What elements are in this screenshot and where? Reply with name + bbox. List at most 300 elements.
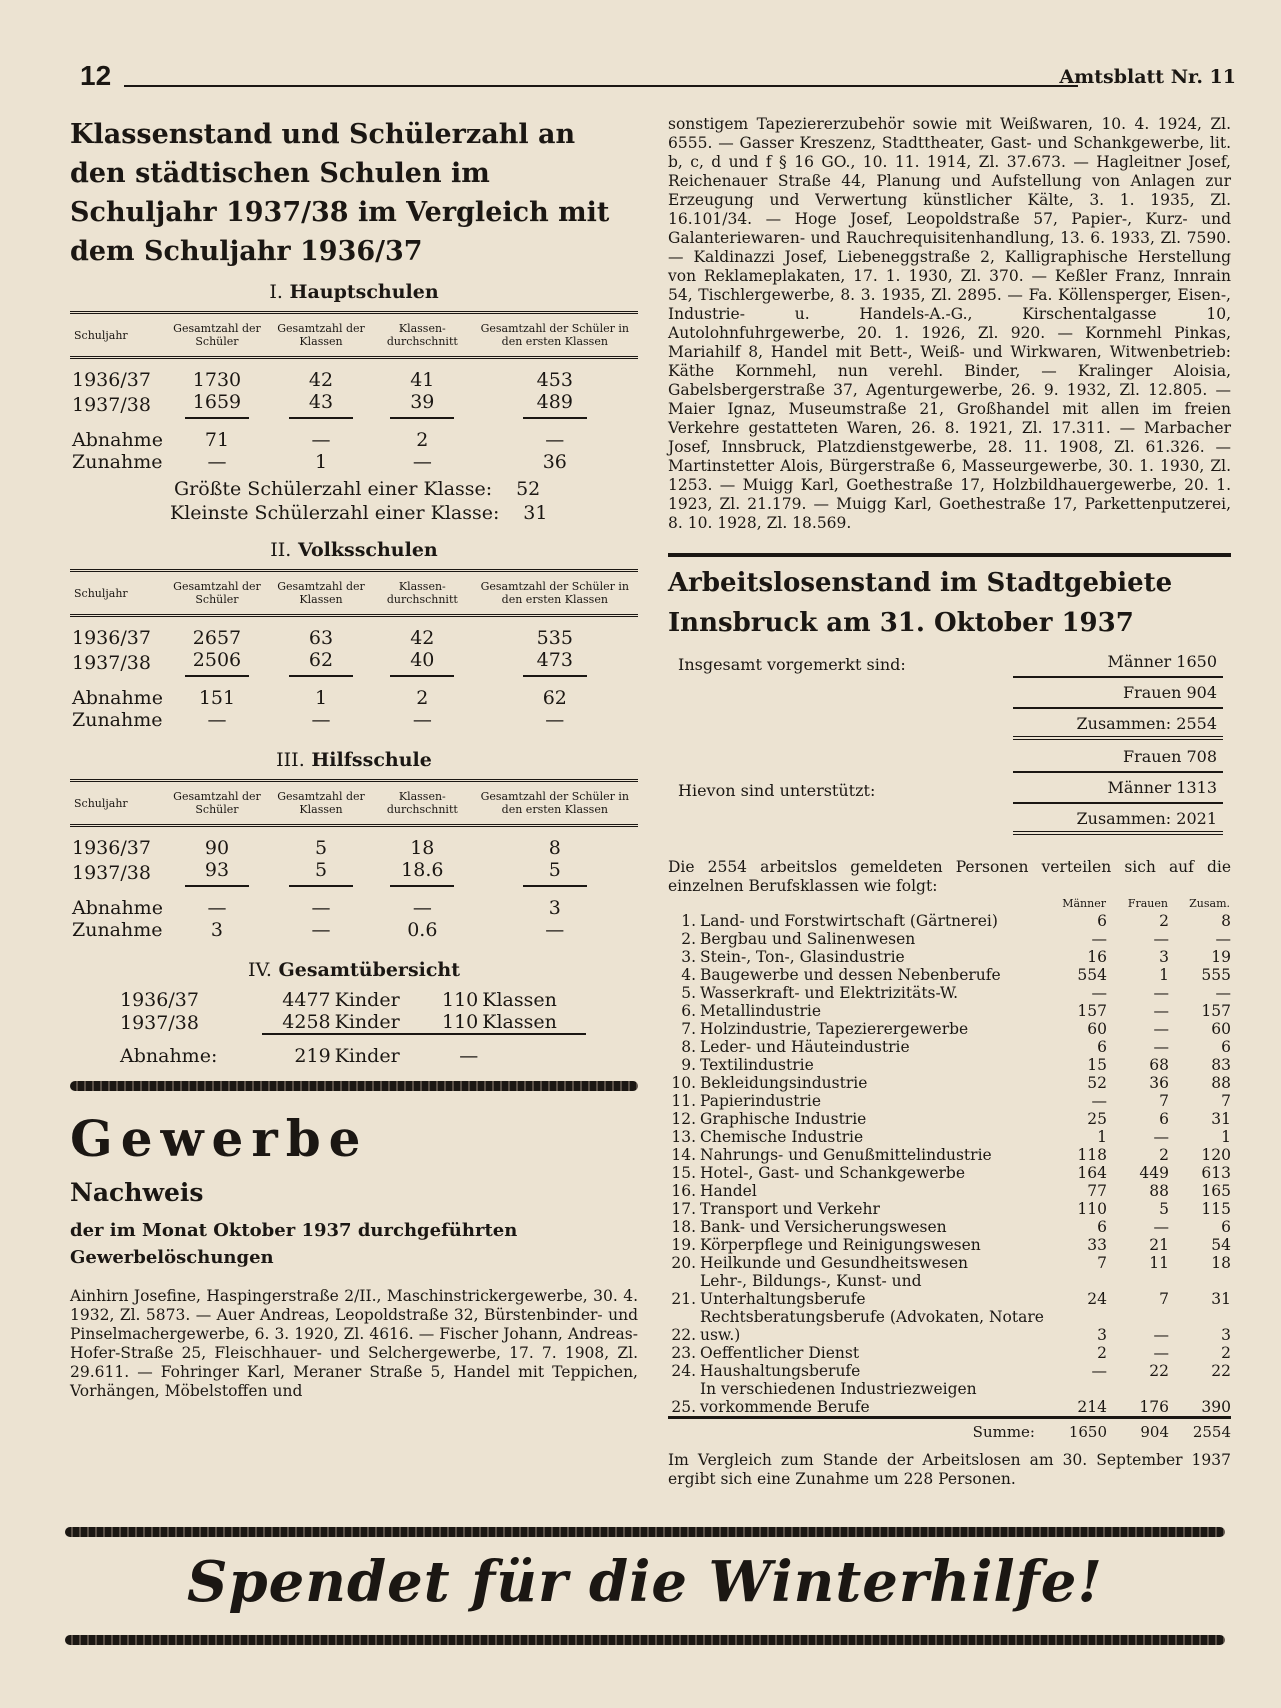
cell: —: [1153, 1344, 1169, 1362]
profession-label: Holzindustrie, Tapezierergewerbe: [700, 1020, 969, 1038]
cell: —: [1091, 1362, 1107, 1380]
cell: 7: [1159, 1092, 1169, 1110]
table-row: [668, 1380, 1231, 1418]
unemployment-title: Arbeitslosenstand im Stadtgebiete Innsbruck am 31. Oktober 1937: [668, 568, 1173, 638]
table-row: [668, 1182, 1231, 1200]
cell: 219: [294, 1045, 331, 1067]
cell: —: [1091, 1092, 1107, 1110]
table-row: [668, 1128, 1231, 1146]
divider-wavy: [70, 1081, 638, 1091]
table-row: [668, 966, 1231, 984]
cell: —: [412, 451, 432, 473]
table-row: [668, 1200, 1231, 1218]
min-value: 31: [523, 502, 548, 524]
cell: —: [1153, 930, 1169, 948]
cell: —: [311, 897, 331, 919]
cell: 1936/37: [72, 627, 151, 649]
cell: 1936/37: [72, 837, 151, 859]
section-roman: III.: [276, 749, 305, 771]
cell: 1: [314, 451, 328, 473]
cell: —: [1153, 984, 1169, 1002]
section-roman: II.: [270, 539, 292, 561]
nachweis-heading: Nachweis: [70, 1178, 204, 1207]
cell: 63: [308, 627, 334, 649]
cell: 7: [1221, 1092, 1231, 1110]
profession-label: Leder- und Häuteindustrie: [700, 1038, 910, 1056]
profession-label: Metallindustrie: [700, 1002, 821, 1020]
table-row: [70, 649, 638, 677]
profession-label: Wasserkraft- und Elektrizitäts-W.: [700, 984, 959, 1002]
divider-rule: [668, 553, 1231, 557]
summe-maenner: 1650: [1045, 1418, 1107, 1442]
cell: —: [1153, 1002, 1169, 1020]
cell: 1936/37: [72, 369, 151, 391]
column-header: Gesamtzahl der Schüler: [165, 781, 269, 826]
cell: Zunahme: [72, 709, 163, 731]
cell: 2: [1159, 912, 1169, 930]
profession-label: Hotel-, Gast- und Schankgewerbe: [700, 1164, 966, 1182]
row-number: 12.: [671, 1110, 696, 1128]
row-number: 8.: [681, 1038, 696, 1056]
table-row-abnahme: [98, 1034, 586, 1067]
cell: Klassen: [480, 1011, 586, 1034]
cell: 118: [1077, 1146, 1107, 1164]
cell: 3: [1159, 948, 1169, 966]
cell: 555: [1201, 966, 1231, 984]
column-header: Gesamtzahl der Schüler: [165, 571, 269, 616]
table-row-zunahme: [70, 919, 638, 941]
section-heading-hauptschulen: [70, 281, 638, 303]
row-number: 16.: [671, 1182, 696, 1200]
table-row: [668, 1254, 1231, 1272]
cell: 4258: [262, 1011, 333, 1034]
table-volksschulen: [70, 569, 638, 731]
distribution-table: [668, 896, 1231, 1441]
banner-text: Spendet für die Winterhilfe!: [187, 1549, 1103, 1615]
profession-label: Stein-, Ton-, Glasindustrie: [700, 948, 905, 966]
section-title: Gesamtübersicht: [278, 959, 461, 981]
table-row: [70, 358, 638, 392]
table-row-zunahme: [70, 451, 638, 473]
cell: Abnahme:: [120, 1044, 218, 1067]
cell: 11: [1149, 1254, 1169, 1272]
table-row: [668, 984, 1231, 1002]
cell: 157: [1077, 1002, 1107, 1020]
cell: —: [207, 897, 227, 919]
column-header: Schuljahr: [70, 781, 165, 826]
cell: —: [207, 451, 227, 473]
cell: Klassen: [482, 989, 557, 1011]
cell: 88: [1149, 1182, 1169, 1200]
column-header: Klassen-durchschnitt: [373, 781, 472, 826]
banner-rule-bottom: [65, 1635, 1225, 1645]
cell: 6: [1097, 1218, 1107, 1236]
cell: 110: [441, 989, 479, 1011]
cell: 157: [1201, 1002, 1231, 1020]
profession-label: Transport und Verkehr: [700, 1200, 880, 1218]
profession-label: Textilindustrie: [700, 1056, 814, 1074]
table-row-abnahme: [70, 419, 638, 451]
table-row: [668, 1092, 1231, 1110]
profession-label: Handel: [700, 1182, 757, 1200]
cell: 165: [1201, 1182, 1231, 1200]
section-heading-hilfsschule: [70, 749, 638, 771]
row-number: 19.: [671, 1236, 696, 1254]
cell: 90: [204, 837, 230, 859]
cell: 62: [289, 649, 353, 677]
cell: 2506: [185, 649, 249, 677]
cell: 1937/38: [72, 652, 151, 674]
cell: 3: [1097, 1326, 1107, 1344]
table-row: [668, 1002, 1231, 1020]
cell: 489: [523, 391, 587, 419]
column-header: Klassen-durchschnitt: [373, 571, 472, 616]
profession-label: Nahrungs- und Genußmittelindustrie: [700, 1146, 992, 1164]
section-title: Volksschulen: [297, 539, 438, 561]
page-number: 12: [80, 60, 112, 91]
row-number: 13.: [671, 1128, 696, 1146]
cell: 151: [198, 687, 236, 709]
cell: 54: [1211, 1236, 1231, 1254]
cell: 3: [1221, 1326, 1231, 1344]
cell: 42: [308, 369, 334, 391]
cell: 43: [289, 391, 353, 419]
left-column: [70, 115, 638, 1401]
profession-label: Chemische Industrie: [700, 1128, 864, 1146]
cell: 5: [289, 859, 353, 887]
table-row-abnahme: [70, 677, 638, 709]
cell: 68: [1149, 1056, 1169, 1074]
cell: —: [1153, 1020, 1169, 1038]
cell: 18.6: [390, 859, 454, 887]
cell: 6: [1159, 1110, 1169, 1128]
row-number: 22.: [671, 1326, 696, 1344]
cell: —: [412, 897, 432, 919]
gewerbe-heading: Gewerbe: [70, 1109, 369, 1168]
cell: 83: [1211, 1056, 1231, 1074]
table-row-abnahme: [70, 887, 638, 919]
col-zusammen: Zusam.: [1189, 897, 1230, 910]
row-number: 11.: [671, 1092, 696, 1110]
row-number: 7.: [681, 1020, 696, 1038]
column-header: Schuljahr: [70, 313, 165, 358]
profession-label: Heilkunde und Gesundheitswesen: [700, 1254, 969, 1272]
cell: —: [311, 709, 331, 731]
profession-label: Oeffentlicher Dienst: [700, 1344, 860, 1362]
table-row: [668, 1164, 1231, 1182]
column-header: Gesamtzahl der Schüler in den ersten Klassen: [472, 781, 638, 826]
header-rule: [124, 85, 1078, 87]
cell: 1: [1097, 1128, 1107, 1146]
cell: 120: [1201, 1146, 1231, 1164]
insg-frauen: Frauen 904: [1013, 679, 1223, 709]
column-header: Gesamtzahl der Schüler in den ersten Klassen: [472, 313, 638, 358]
cell: —: [545, 709, 565, 731]
column-header: Gesamtzahl der Schüler: [165, 313, 269, 358]
cell: 15: [1087, 1056, 1107, 1074]
distribution-intro: Die 2554 arbeitslos gemeldeten Personen verteilen sich auf die einzelnen Berufsklassen wie folgt:: [668, 858, 1231, 895]
cell: 164: [1077, 1164, 1107, 1182]
cell: 2: [1097, 1344, 1107, 1362]
cell: 52: [1087, 1074, 1107, 1092]
profession-label: Graphische Industrie: [700, 1110, 867, 1128]
col-maenner: Männer: [1062, 897, 1106, 910]
cell: —: [1091, 930, 1107, 948]
section-heading-gesamt: [70, 959, 638, 981]
cell: 8: [1221, 912, 1231, 930]
column-header: Schuljahr: [70, 571, 165, 616]
cell: —: [1153, 1326, 1169, 1344]
cell: 21: [1149, 1236, 1169, 1254]
cell: 613: [1201, 1164, 1231, 1182]
profession-label: Körperpflege und Reinigungswesen: [700, 1236, 981, 1254]
cell: 0.6: [407, 919, 438, 941]
row-number: 3.: [681, 948, 696, 966]
row-number: 1.: [681, 912, 696, 930]
column-header: Gesamtzahl der Klassen: [269, 571, 373, 616]
min-label: Kleinste Schülerzahl einer Klasse:: [170, 502, 500, 524]
cell: —: [1215, 984, 1231, 1002]
cell: 1730: [192, 369, 242, 391]
cell: 60: [1087, 1020, 1107, 1038]
cell: 115: [1201, 1200, 1231, 1218]
profession-label: Bank- und Versicherungswesen: [700, 1218, 947, 1236]
table-hauptschulen: [70, 311, 638, 473]
row-number: 23.: [671, 1344, 696, 1362]
insg-zusammen: Zusammen: 2554: [1013, 710, 1223, 740]
cell: —: [1091, 984, 1107, 1002]
summe-zusammen: 2554: [1169, 1418, 1231, 1442]
unt-maenner: Männer 1313: [1013, 774, 1223, 804]
school-article-title: Klassenstand und Schülerzahl an den städtischen Schulen im Schuljahr 1937/38 im Vergleich mit dem Schuljahr 1936/37: [70, 119, 610, 267]
cell: 18: [1211, 1254, 1231, 1272]
cell: 36: [1149, 1074, 1169, 1092]
row-number: 9.: [681, 1056, 696, 1074]
min-class-size: [70, 501, 638, 525]
cell: 7: [1159, 1290, 1169, 1308]
cell: —: [545, 429, 565, 451]
cell: 22: [1149, 1362, 1169, 1380]
summe-label: Summe:: [700, 1418, 1045, 1442]
table-row: [668, 1056, 1231, 1074]
cell: 2: [1159, 1146, 1169, 1164]
summe-frauen: 904: [1107, 1418, 1169, 1442]
table-row: [668, 1218, 1231, 1236]
unt-zusammen: Zusammen: 2021: [1013, 805, 1223, 835]
column-header: Gesamtzahl der Klassen: [269, 313, 373, 358]
cell: 6: [1097, 1038, 1107, 1056]
cell: 176: [1139, 1398, 1169, 1416]
section-title: Hauptschulen: [289, 281, 439, 303]
insg-maenner: Männer 1650: [1013, 648, 1223, 678]
unterstuetzt-label: Hievon sind unterstützt:: [678, 781, 876, 800]
cell: 535: [536, 627, 573, 649]
cell: 110: [1077, 1200, 1107, 1218]
table-row: [668, 1020, 1231, 1038]
row-number: 18.: [671, 1218, 696, 1236]
cell: 4477: [282, 989, 331, 1011]
cell: 6: [1097, 912, 1107, 930]
cell: 71: [204, 429, 230, 451]
cell: 60: [1211, 1020, 1231, 1038]
cell: —: [1153, 1038, 1169, 1056]
cell: 18: [410, 837, 435, 859]
profession-label: Rechtsberatungsberufe (Advokaten, Notare usw.): [700, 1308, 1044, 1344]
cell: 24: [1087, 1290, 1107, 1308]
gewerbe-text-right: sonstigem Tapeziererzubehör sowie mit Weißwaren, 10. 4. 1924, Zl. 6555. — Gasser Kreszenz, Stadttheater, Gast- und Schankgewerbe, lit. b, c, d und f § 16 GO., 10. 11. 1914, Zl. 37.673. — Hagleitner Josef, Reichenauer Straße 44, Planung und Aufstellung von Anlagen zur Erzeugung und Verwertung künstlicher Kälte, 3. 1. 1935, Zl. 16.101/34. — Hoge Josef, Leopoldstraße 57, Papier-, Kurz- und Galanteriewaren- und Rauchrequisitenhandlung, 13. 6. 1933, Zl. 7590. — Kaldinazzi Josef, Liebeneggstraße 2, Kalligraphische Herstellung von Reklameplakaten, 17. 1. 1930, Zl. 370. — Keßler Franz, Innrain 54, Tischlergewerbe, 8. 3. 1935, Zl. 2895. — Fa. Köllensperger, Eisen-, Industrie- u. Handels-A.-G., Kirschentalgasse 10, Autolohnfuhrgewerbe, 20. 1. 1926, Zl. 920. — Kornmehl Pinkas, Mariahilf 8, Handel mit Bett-, Weiß- und Wirkwaren, Witwenbetrieb: Käthe Kornmehl, nun verehl. Binder, — Kralinger Aloisia, Gabelsbergerstraße 37, Agenturgewerbe, 26. 9. 1932, Zl. 12.805. — Maier Ignaz, Museumstraße 21, Großhandel mit allen im freien Verkehre gestatteten Waren, 26. 8. 1921, Zl. 17.311. — Marbacher Josef, Innsbruck, Platzdienstgewerbe, 28. 11. 1908, Zl. 61.326. — Martinstetter Alois, Bürgerstraße 6, Masseurgewerbe, 30. 1. 1930, Zl. 1253. — Muigg Karl, Goethestraße 17, Holzbildhauergewerbe, 20. 1. 1923, Zl. 21.179. — Muigg Karl, Goethestraße 17, Parkettenputzerei, 8. 10. 1928, Zl. 18.569.: [668, 115, 1231, 532]
cell: —: [1153, 1218, 1169, 1236]
section-roman: I.: [269, 281, 283, 303]
cell: 3: [548, 897, 561, 919]
cell: 1659: [185, 391, 249, 419]
cell: 88: [1211, 1074, 1231, 1092]
cell: 31: [1211, 1290, 1231, 1308]
cell: —: [1153, 1128, 1169, 1146]
profession-label: Land- und Forstwirtschaft (Gärtnerei): [700, 912, 998, 930]
cell: Zunahme: [72, 919, 163, 941]
cell: 36: [542, 451, 567, 473]
table-row: [668, 1308, 1231, 1344]
max-value: 52: [516, 478, 541, 500]
cell: 449: [1139, 1164, 1169, 1182]
table-row: [70, 616, 638, 650]
row-number: 5.: [681, 984, 696, 1002]
cell: 5: [523, 859, 587, 887]
cell: 214: [1077, 1398, 1107, 1416]
cell: 453: [536, 369, 573, 391]
section-heading-volksschulen: [70, 539, 638, 561]
summe-row: [668, 1418, 1231, 1442]
row-number: 21.: [671, 1290, 696, 1308]
cell: —: [207, 709, 227, 731]
row-number: 15.: [671, 1164, 696, 1182]
cell: 2: [416, 687, 429, 709]
cell: 42: [410, 627, 435, 649]
cell: 1937/38: [120, 1011, 199, 1034]
cell: Kinder: [333, 1011, 426, 1034]
row-number: 24.: [671, 1362, 696, 1380]
row-number: 10.: [671, 1074, 696, 1092]
profession-label: Bekleidungsindustrie: [700, 1074, 868, 1092]
cell: —: [311, 919, 331, 941]
cell: 19: [1211, 948, 1231, 966]
cell: 110: [426, 1011, 480, 1034]
cell: Kinder: [334, 989, 400, 1011]
table-row: [668, 948, 1231, 966]
cell: —: [412, 709, 432, 731]
nachweis-subtitle: der im Monat Oktober 1937 durchgeführten Gewerbelöschungen: [70, 1220, 518, 1268]
profession-label: In verschiedenen Industriezweigen vorkommende Berufe: [700, 1380, 977, 1416]
spacer: [668, 533, 1231, 563]
table-row: [668, 1146, 1231, 1164]
cell: 62: [542, 687, 567, 709]
cell: 31: [1211, 1110, 1231, 1128]
table-row: [70, 859, 638, 887]
profession-label: Lehr-, Bildungs-, Kunst- und Unterhaltungsberufe: [700, 1272, 922, 1308]
cell: 41: [410, 369, 435, 391]
table-row: [668, 912, 1231, 930]
right-column: [668, 115, 1231, 1489]
max-class-size: [70, 477, 638, 501]
issue-label: Amtsblatt Nr. 11: [1059, 66, 1236, 88]
cell: 93: [185, 859, 249, 887]
column-header: Klassen-durchschnitt: [373, 313, 472, 358]
cell: 8: [548, 837, 561, 859]
cell: 1: [1221, 1128, 1231, 1146]
cell: 1937/38: [72, 394, 151, 416]
table-row: [98, 1011, 586, 1034]
column-header: Gesamtzahl der Schüler in den ersten Klassen: [472, 571, 638, 616]
table-row: [668, 1074, 1231, 1092]
row-number: 14.: [671, 1146, 696, 1164]
table-row: [668, 930, 1231, 948]
table-row: [70, 826, 638, 860]
cell: 5: [314, 837, 328, 859]
cell: 7: [1097, 1254, 1107, 1272]
cell: 22: [1211, 1362, 1231, 1380]
cell: 1936/37: [120, 989, 199, 1011]
table-row: [668, 1110, 1231, 1128]
section-roman: IV.: [247, 959, 272, 981]
gewerbe-text-left: Ainhirn Josefine, Haspingerstraße 2/II., Maschinstrickergewerbe, 30. 4. 1932, Zl. 5873. — Auer Andreas, Leopoldstraße 32, Bürstenbinder- und Pinselmachergewerbe, 6. 3. 1920, Zl. 4616. — Fischer Johann, Andreas-Hofer-Straße 25, Fleischhauer- und Selchergewerbe, 17. 7. 1908, Zl. 29.611. — Fohringer Karl, Meraner Straße 5, Handel mit Teppichen, Vorhängen, Möbelstoffen und: [70, 1287, 638, 1400]
row-number: 2.: [681, 930, 696, 948]
column-header: Gesamtzahl der Klassen: [269, 781, 373, 826]
cell: 6: [1221, 1038, 1231, 1056]
cell: 1937/38: [72, 862, 151, 884]
profession-label: Papierindustrie: [700, 1092, 822, 1110]
table-row-zunahme: [70, 709, 638, 731]
cell: 25: [1087, 1110, 1107, 1128]
table-row: [668, 1236, 1231, 1254]
col-frauen: Frauen: [1127, 897, 1168, 910]
cell: Abnahme: [72, 897, 163, 919]
banner-rule-top: [65, 1527, 1225, 1537]
cell: Abnahme: [72, 429, 163, 451]
cell: —: [545, 919, 565, 941]
cell: 39: [390, 391, 454, 419]
table-row: [70, 391, 638, 419]
cell: 40: [390, 649, 454, 677]
unemployment-summary: [668, 643, 1231, 848]
cell: Kinder: [334, 1045, 400, 1067]
cell: 473: [523, 649, 587, 677]
row-number: 17.: [671, 1200, 696, 1218]
cell: Zunahme: [72, 451, 163, 473]
insgesamt-label: Insgesamt vorgemerkt sind:: [678, 655, 906, 674]
cell: 16: [1087, 948, 1107, 966]
table-row: [668, 1344, 1231, 1362]
row-number: 6.: [681, 1002, 696, 1020]
cell: 2657: [192, 627, 242, 649]
table-row: [668, 1038, 1231, 1056]
closing-text: Im Vergleich zum Stande der Arbeitslosen am 30. September 1937 ergibt sich eine Zunahme um 228 Personen.: [668, 1451, 1231, 1488]
cell: 2: [1221, 1344, 1231, 1362]
cell: 3: [210, 919, 224, 941]
cell: 33: [1087, 1236, 1107, 1254]
cell: 5: [1159, 1200, 1169, 1218]
table-gesamt: [98, 989, 586, 1067]
cell: 554: [1077, 966, 1107, 984]
cell: —: [311, 429, 331, 451]
cell: 390: [1201, 1398, 1231, 1416]
cell: —: [1215, 930, 1231, 948]
cell: Abnahme: [72, 687, 163, 709]
profession-label: Haushaltungsberufe: [700, 1362, 861, 1380]
cell: 1: [1159, 966, 1169, 984]
row-number: 20.: [671, 1254, 696, 1272]
unt-frauen: Frauen 708: [1013, 743, 1223, 773]
table-row: [98, 989, 586, 1011]
